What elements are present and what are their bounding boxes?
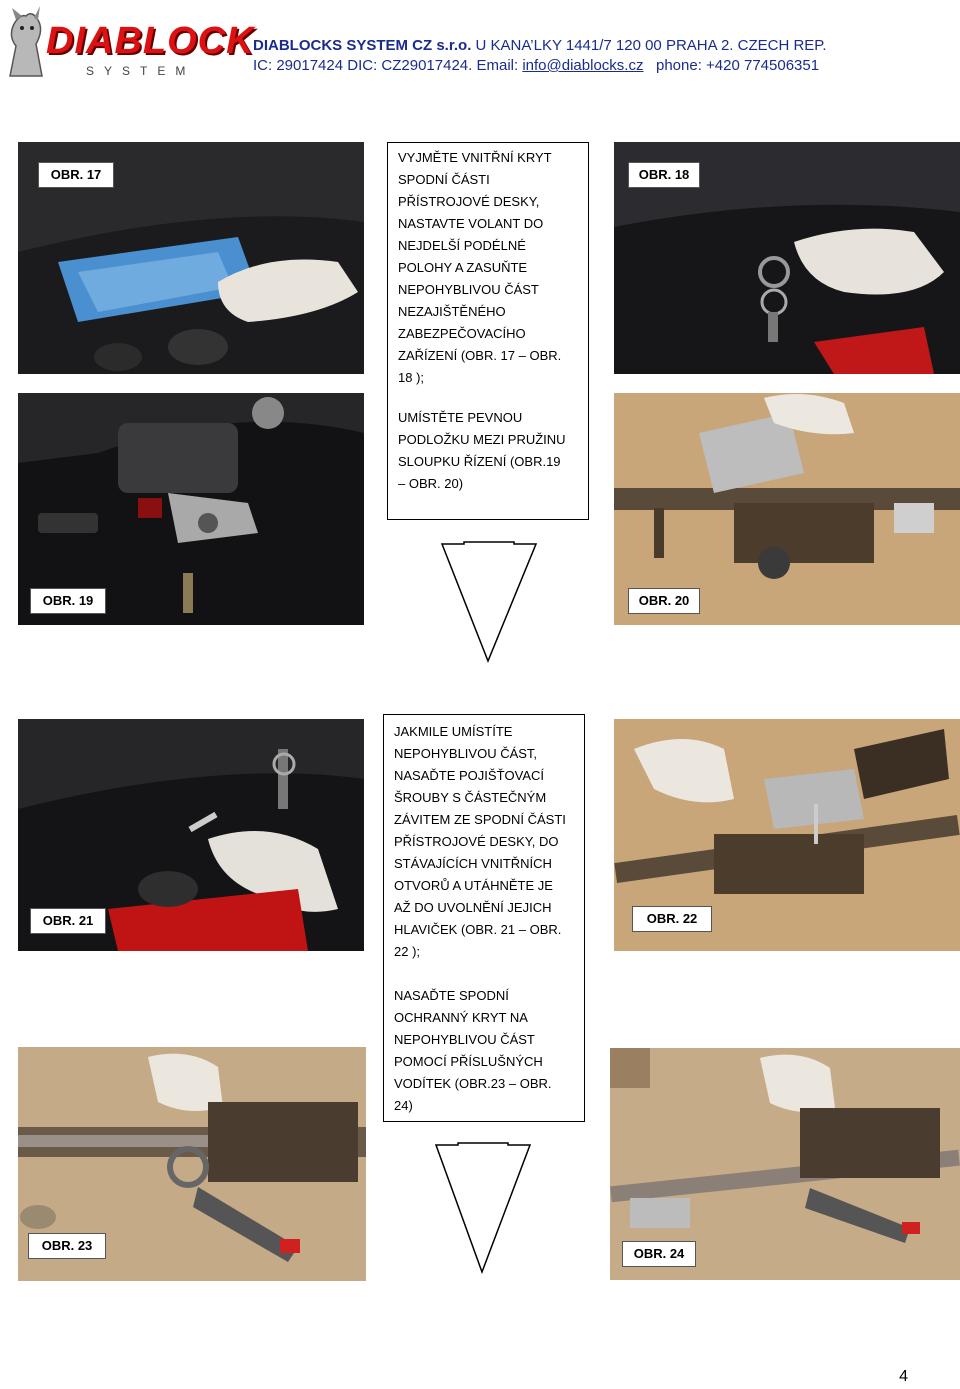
company-address: U KANA’LKY 1441/7 120 00 PRAHA 2. CZECH REP. — [475, 37, 827, 54]
instruction-step-1 — [398, 147, 578, 389]
figure-label-obr-17: OBR. 17 — [38, 162, 114, 188]
figure-label-obr-23: OBR. 23 — [28, 1233, 106, 1259]
text-line: ZÁVITEM ZE SPODNÍ ČÁSTI — [394, 812, 566, 827]
text-line: NASTAVTE VOLANT DO — [398, 216, 544, 231]
text-line: SLOUPKU ŘÍZENÍ (OBR.19 — [398, 454, 561, 469]
figure-label-obr-21: OBR. 21 — [30, 908, 106, 934]
text-line: NEZAJIŠTĚNÉHO — [398, 304, 506, 319]
text-line: JAKMILE UMÍSTÍTE — [394, 724, 513, 739]
text-line: ZABEZPEČOVACÍHO — [398, 326, 526, 341]
text-line: AŽ DO UVOLNĚNÍ JEJICH — [394, 900, 552, 915]
text-line: PŘÍSTROJOVÉ DESKY, — [398, 194, 540, 209]
email-link[interactable]: info@diablocks.cz — [522, 57, 644, 74]
figure-label-obr-22: OBR. 22 — [632, 906, 712, 932]
text-line: HLAVIČEK (OBR. 21 – OBR. — [394, 922, 562, 937]
logo-subtitle: SYSTEM — [86, 64, 196, 78]
text-line: – OBR. 20) — [398, 476, 464, 491]
arrow-down-icon — [434, 1141, 532, 1275]
text-line: VYJMĚTE VNITŘNÍ KRYT — [398, 150, 552, 165]
figure-label-obr-19: OBR. 19 — [30, 588, 106, 614]
text-line: VODÍTEK (OBR.23 – OBR. — [394, 1076, 552, 1091]
company-logo — [0, 0, 255, 82]
text-line: NASAĎTE SPODNÍ — [394, 988, 509, 1003]
text-line: POMOCÍ PŘÍSLUŠNÝCH — [394, 1054, 543, 1069]
email-label: Email: — [476, 57, 519, 74]
arrow-down-icon — [440, 540, 538, 664]
figure-label-obr-20: OBR. 20 — [628, 588, 700, 614]
text-line: 24) — [394, 1098, 413, 1113]
text-line: NEPOHYBLIVOU ČÁST — [398, 282, 539, 297]
text-line: 22 ); — [394, 944, 421, 959]
text-line: 18 ); — [398, 370, 425, 385]
text-line: NASAĎTE POJIŠŤOVACÍ — [394, 768, 545, 783]
instruction-step-3 — [394, 721, 574, 963]
company-line — [253, 37, 827, 54]
devil-mascot-icon — [2, 6, 46, 78]
text-line: NEPOHYBLIVOU ČÁST — [394, 1032, 535, 1047]
text-line: ZAŘÍZENÍ (OBR. 17 – OBR. — [398, 348, 562, 363]
text-line: SPODNÍ ČÁSTI — [398, 172, 490, 187]
phone-number: phone: +420 774506351 — [655, 57, 820, 74]
company-name: DIABLOCKS SYSTEM CZ s.r.o. — [253, 37, 472, 54]
instruction-box-1 — [387, 142, 589, 520]
text-line: UMÍSTĚTE PEVNOU — [398, 410, 523, 425]
instruction-step-2 — [398, 407, 578, 495]
text-line: NEPOHYBLIVOU ČÁST, — [394, 746, 538, 761]
text-line: OTVORŮ A UTÁHNĚTE JE — [394, 878, 553, 893]
figure-label-obr-24: OBR. 24 — [622, 1241, 696, 1267]
text-line: POLOHY A ZASUŇTE — [398, 260, 528, 275]
text-line: OCHRANNÝ KRYT NA — [394, 1010, 528, 1025]
text-line: PŘÍSTROJOVÉ DESKY, DO — [394, 834, 559, 849]
text-line: NEJDELŠÍ PODÉLNÉ — [398, 238, 526, 253]
contact-line — [253, 57, 819, 74]
logo-wordmark: DIABLOCK — [46, 20, 255, 62]
figure-label-obr-18: OBR. 18 — [628, 162, 700, 188]
text-line: ŠROUBY S ČÁSTEČNÝM — [394, 790, 547, 805]
instruction-step-4 — [394, 985, 574, 1117]
page-number: 4 — [899, 1368, 908, 1385]
company-ids: IC: 29017424 DIC: CZ29017424. — [253, 57, 473, 74]
instruction-box-2 — [383, 714, 585, 1122]
text-line: STÁVAJÍCÍCH VNITŘNÍCH — [394, 856, 552, 871]
text-line: PODLOŽKU MEZI PRUŽINU — [398, 432, 566, 447]
